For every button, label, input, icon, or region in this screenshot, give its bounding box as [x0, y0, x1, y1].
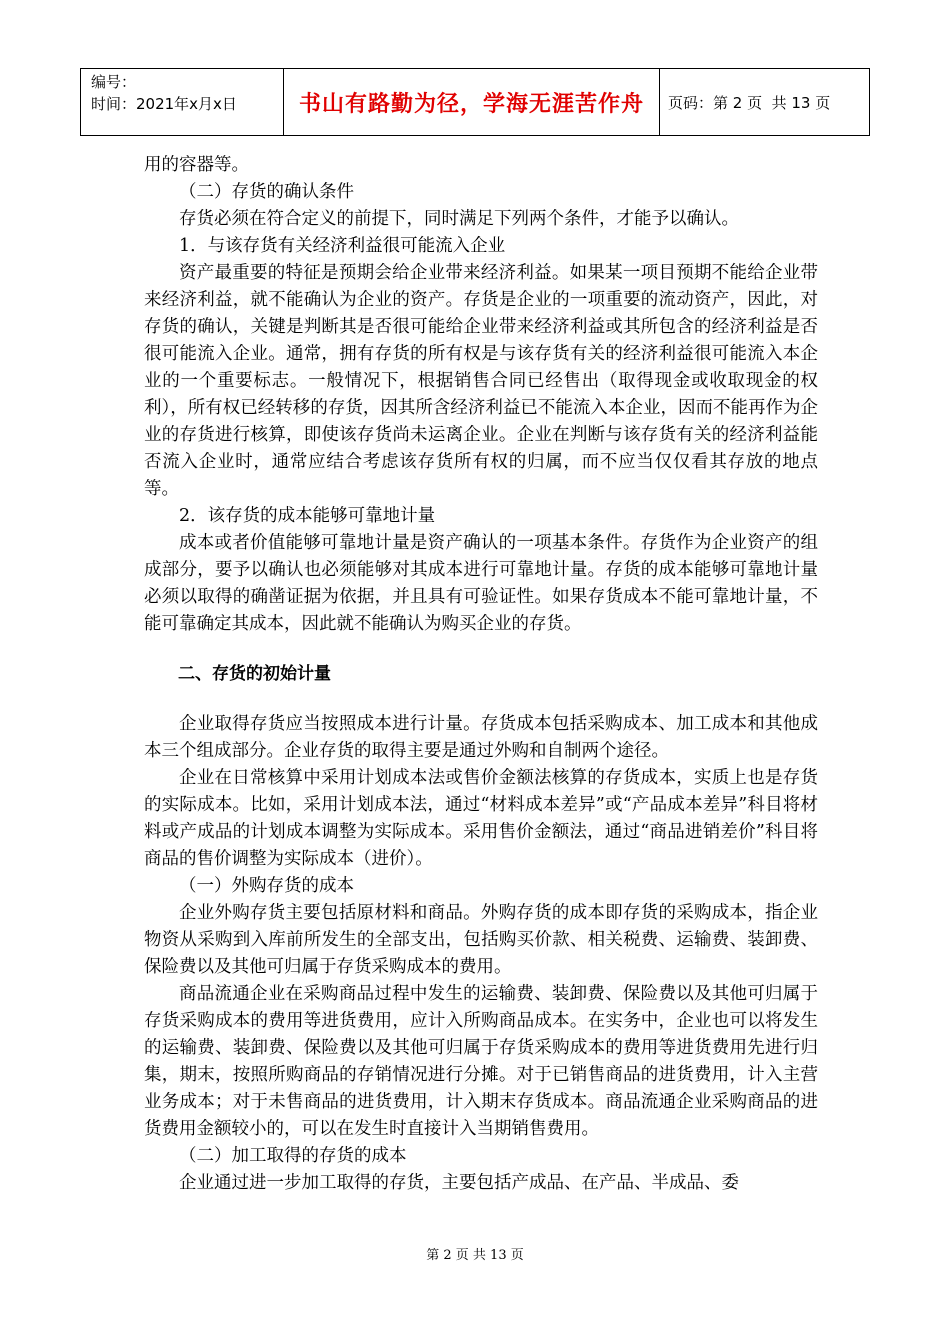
- page-header: [80, 68, 870, 136]
- page-footer: 第 2 页 共 13 页: [426, 1248, 524, 1263]
- paragraph: 企业通过进一步加工取得的存货，主要包括产成品、在产品、半成品、委: [179, 1173, 739, 1193]
- header-motto: 书山有路勤为径，学海无涯苦作舟: [284, 69, 660, 135]
- section-heading: 二、存货的初始计量: [178, 664, 331, 684]
- list-item-heading: 2．该存货的成本能够可靠地计量: [179, 506, 436, 526]
- header-meta: [81, 69, 284, 135]
- header-page-info: 页码：第 2 页 共 13 页: [668, 93, 831, 112]
- paragraph: 商品流通企业在采购商品过程中发生的运输费、装卸费、保险费以及其他可归属于存货采购成本的费用等进货费用，应计入所购商品成本。在实务中，企业也可以将发生的运输费、装卸费、保险费以及其他可归属于存货采购成本的费用等进货费用先进行归集，期末，按照所购商品的存销情况进行分摊。对于已销售商品的进货费用，计入主营业务成本；对于未售商品的进货费用，计入期末存货成本。商品流通企业采购商品的进货费用金额较小的，可以在发生时直接计入当期销售费用。: [144, 984, 818, 1139]
- paragraph: 成本或者价值能够可靠地计量是资产确认的一项基本条件。存货作为企业资产的组成部分，要予以确认也必须能够对其成本进行可靠地计量。存货的成本能够可靠地计量必须以取得的确凿证据为依据，并且具有可验证性。如果存货成本不能可靠地计量，不能可靠确定其成本，因此就不能确认为购买企业的存货。: [144, 533, 818, 634]
- paragraph: 用的容器等。: [144, 155, 249, 175]
- paragraph: 企业取得存货应当按照成本进行计量。存货成本包括采购成本、加工成本和其他成本三个组成部分。企业存货的取得主要是通过外购和自制两个途径。: [144, 714, 818, 761]
- header-number-label: 编号：: [91, 73, 137, 91]
- subsection-heading: （一）外购存货的成本: [179, 876, 354, 896]
- paragraph: 资产最重要的特征是预期会给企业带来经济利益。如果某一项目预期不能给企业带来经济利益，就不能确认为企业的资产。存货是企业的一项重要的流动资产，因此，对存货的确认，关键是判断其是否很可能给企业带来经济利益或其所包含的经济利益是否很可能流入企业。通常，拥有存货的所有权是与该存货有关的经济利益很可能流入本企业的一个重要标志。一般情况下，根据销售合同已经售出（取得现金或收取现金的权利），所有权已经转移的存货，因其所含经济利益已不能流入本企业，因而不能再作为企业的存货进行核算，即使该存货尚未运离企业。企业在判断与该存货有关的经济利益能否流入企业时，通常应结合考虑该存货所有权的归属，而不应当仅仅看其存放的地点等。: [144, 263, 818, 499]
- subsection-heading: （二）加工取得的存货的成本: [179, 1146, 407, 1166]
- list-item-heading: 1．与该存货有关经济利益很可能流入企业: [179, 236, 506, 256]
- paragraph: 企业在日常核算中采用计划成本法或售价金额法核算的存货成本，实质上也是存货的实际成本。比如，采用计划成本法，通过“材料成本差异”或“产品成本差异”科目将材料或产成品的计划成本调整为实际成本。采用售价金额法，通过“商品进销差价”科目将商品的售价调整为实际成本（进价）。: [144, 768, 818, 869]
- paragraph: 存货必须在符合定义的前提下，同时满足下列两个条件，才能予以确认。: [179, 209, 739, 229]
- paragraph: 企业外购存货主要包括原材料和商品。外购存货的成本即存货的采购成本，指企业物资从采购到入库前所发生的全部支出，包括购买价款、相关税费、运输费、装卸费、保险费以及其他可归属于存货采购成本的费用。: [144, 903, 818, 977]
- header-date: 时间：2021年x月x日: [91, 95, 237, 113]
- document-body: [144, 152, 818, 1197]
- subsection-heading: （二）存货的确认条件: [179, 182, 354, 202]
